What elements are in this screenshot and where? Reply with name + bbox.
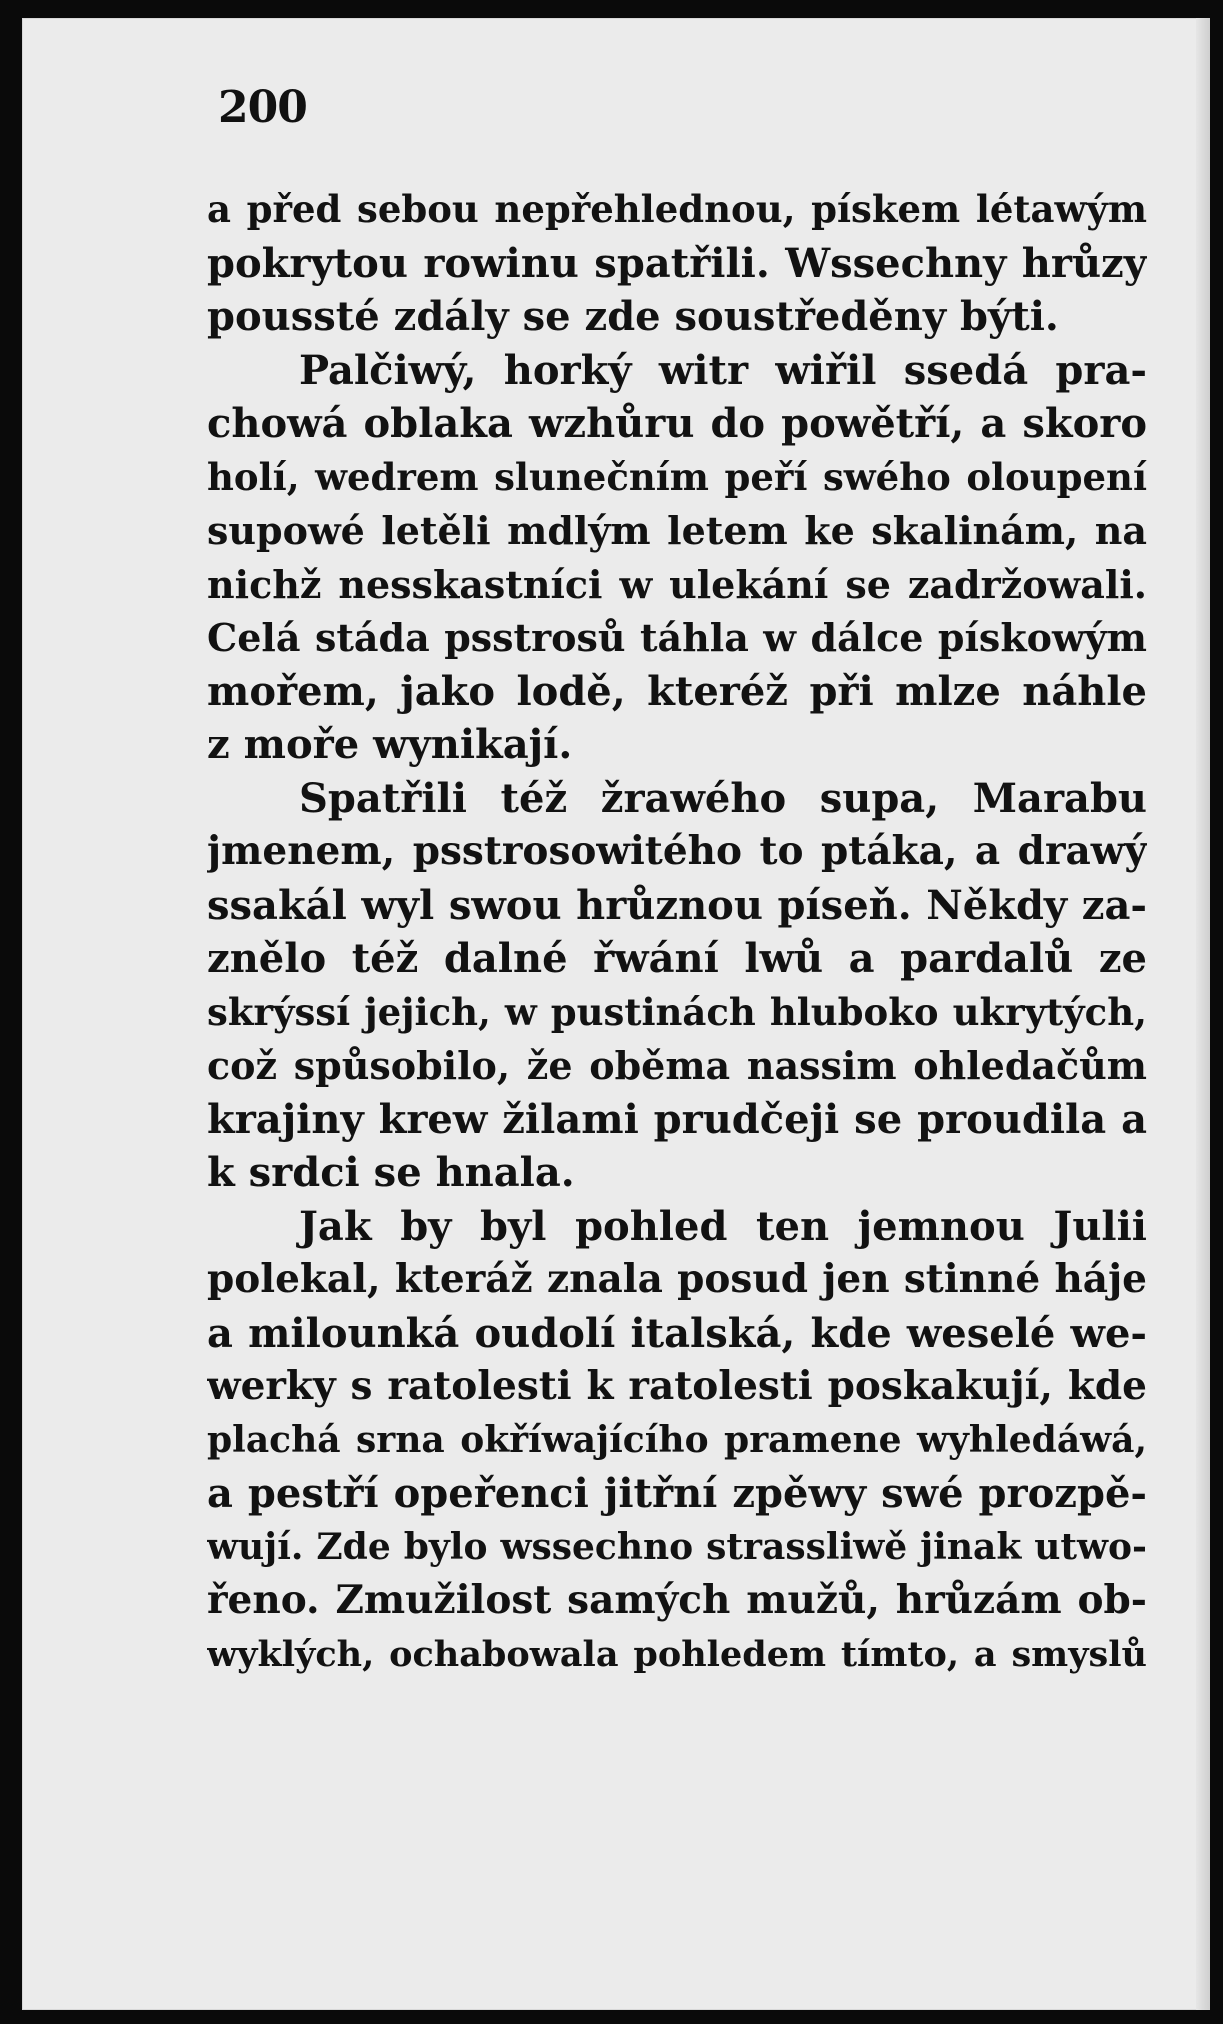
text-line: jmenem, psstrosowitého to ptáka, a drawý — [207, 828, 1147, 874]
text-line: znělo též dalné řwání lwů a pardalů ze — [207, 935, 1147, 982]
text-line: a milounká oudolí italská, kde weselé we- — [207, 1309, 1147, 1357]
text-line: Spatřili též žrawého supa, Marabu — [299, 774, 1147, 822]
text-line: plachá srna okříwajícího pramene wyhledáwá, — [207, 1418, 1147, 1461]
text-line: werky s ratolesti k ratolesti poskakují, kde — [207, 1363, 1147, 1409]
book-page — [22, 18, 1210, 2010]
text-line: Celá stáda psstrosů táhla w dálce pískowým — [207, 615, 1147, 660]
text-line: wují. Zde bylo wssechno strassliwě jinak utwo- — [207, 1525, 1147, 1568]
text-line: supowé letěli mdlým letem ke skalinám, na — [207, 508, 1147, 553]
text-line: pokrytou rowinu spatřili. Wssechny hrůzy — [207, 239, 1147, 287]
text-line: z moře wynikají. — [207, 721, 573, 768]
text-line: chowá oblaka wzhůru do powětří, a skoro — [207, 400, 1147, 447]
text-line: skrýssí jejich, w pustinách hluboko ukrytých, — [207, 989, 1147, 1034]
page-number: 200 — [218, 82, 307, 133]
text-line: Jak by byl pohled ten jemnou Julii — [299, 1202, 1147, 1250]
text-line: což spůsobilo, že oběma nassim ohledačům — [207, 1043, 1147, 1088]
page-edge — [1196, 18, 1210, 2010]
text-line: wyklých, ochabowala pohledem tímto, a smyslů — [207, 1633, 1147, 1675]
text-line: řeno. Zmužilost samých mužů, hrůzám ob- — [207, 1577, 1147, 1623]
text-line: krajiny krew žilami prudčeji se proudila a — [207, 1095, 1147, 1143]
body-text — [207, 183, 1147, 1681]
text-line: nichž nesskastníci w ulekání se zadržowali. — [207, 561, 1147, 607]
text-line: poussté zdály se zde soustředěny býti. — [207, 293, 1059, 340]
text-line: mořem, jako lodě, kteréž při mlze náhle — [207, 667, 1147, 715]
text-line: ssakál wyl swou hrůznou píseň. Někdy za- — [207, 881, 1147, 929]
text-line: polekal, kteráž znala posud jen stinné háje — [207, 1256, 1147, 1302]
text-line: k srdci se hnala. — [207, 1149, 575, 1196]
text-line: a pestří opeřenci jitřní zpěwy swé prozpě- — [207, 1470, 1147, 1517]
text-line: a před sebou nepřehlednou, pískem létawým — [207, 187, 1147, 231]
text-line: Palčiwý, horký witr wiřil ssedá pra- — [299, 346, 1147, 394]
text-line: holí, wedrem slunečním peří swého oloupení — [207, 454, 1147, 499]
